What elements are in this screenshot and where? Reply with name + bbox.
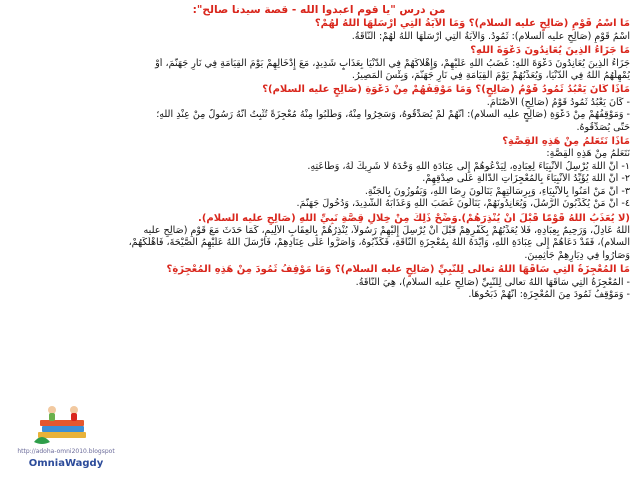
- statement-line-3: وَصَارُوا فِي دِيَارِهِمْ جَاثِمِينَ.: [524, 249, 630, 261]
- page-title: من درس "يا قوم اعبدوا الله - قصة سيدنا صالح":: [192, 4, 446, 16]
- answer-3-line-2: - وَمَوْقِفُهُمْ مِنْ دَعْوَةِ (صَالِحٍ عليه السلام): أَنَّهُمْ لَمْ يُصَدِّقُوهُ، وَسَخِرُوا مِنْهُ، وَطَلَبُوا مِنْهُ مُعْجِزَةً تُثْبِتُ أَنَّهُ رَسُولٌ مِنْ عِنْدِ اللهِ؛: [156, 109, 630, 121]
- question-2: مَا جَزَاءُ الَّذِينَ يُعَانِدُونَ دَعْوَةَ اللهِ؟: [470, 45, 630, 57]
- question-1: مَا اسْمُ قَوْمِ (صَالِحٍ عليه السلام)؟ وَمَا الآيَةُ الَّتِي أَرْسَلَهَا اللهُ لَهُمْ؟: [314, 18, 630, 30]
- answer-4-line-3: ٢- أَنَّ اللهَ يُؤَيِّدُ الأَنْبِيَاءَ بِالْمُعْجِزَاتِ الدَّالَّةِ عَلَى صِدْقِهِمْ.: [422, 173, 630, 185]
- children-books-logo-icon: [28, 402, 98, 448]
- watermark-url: http://adoha-omni2010.blogspot: [17, 448, 115, 455]
- answer-4-line-4: ٣- أَنَّ مَنْ آمَنُوا بِالأَنْبِيَاءِ، وَبِرِسَالَتِهِمْ يَنَالُونَ رِضَا اللهِ، وَيَفُوزُونَ بِالْجَنَّةِ.: [364, 185, 630, 197]
- statement-line-1: اللهُ عَادِلٌ، وَرَحِيمٌ بِعِبَادِهِ، فَلا يُعَذِّبُهُمْ بِكُفْرِهِمْ قَبْلَ أَنْ يُرْسِلَ إِلَيْهِمْ رَسُولاً، يُنْذِرُهُمْ بِالْعِقَابِ الأَلِيمِ، كَمَا حَدَثَ مَعَ قَوْمِ (صَالِحٍ عليه: [143, 224, 630, 236]
- question-5: مَا الْمُعْجِزَةُ الَّتِي سَاقَهَا اللهُ تعالى لِلنَّبِيِّ (صَالِحٍ عليه السلام)؟ وَمَا مَوْقِفُ ثَمُودَ مِنْ هَذِهِ الْمُعْجِزَةِ؟: [166, 264, 630, 276]
- answer-5-line-2: - وَمَوْقِفُ ثَمُودَ مِنَ الْمُعْجِزَةِ: أَنَّهُمْ ذَبَحُوهَا.: [468, 288, 630, 300]
- answer-3-line-1: - كَانَ يَعْبُدُ ثَمُودُ قَوْمُ (صَالِحٍ) الأَصْنَامَ.: [486, 96, 630, 108]
- answer-2-line-1: جَزَاءُ الَّذِينَ يُعَانِدُونَ دَعْوَةَ اللهِ: غَضَبُ اللهِ عَلَيْهِمْ، وَإِهْلاكُهُمْ فِي الدُّنْيَا بِعَذَابٍ شَدِيدٍ، مَعَ إِدْخَالِهِمْ يَوْمَ القِيَامَةِ فِي نَارِ جَهَنَّمَ، أَوْ: [155, 57, 630, 69]
- question-4: مَاذَا نَتَعَلَّمُ مِنْ هَذِهِ القِصَّةِ؟: [502, 136, 630, 148]
- answer-5-line-1: - الْمُعْجِزَةُ الَّتِي سَاقَهَا اللهُ تعالى لِلنَّبِيِّ (صَالِحٍ عليه السلام)، هِيَ النَّاقَةُ.: [355, 276, 630, 288]
- watermark-name: OmniaWagdy: [28, 458, 104, 469]
- statement-line-2: السلام)، فَقَدْ دَعَاهُمْ إِلَى عِبَادَةِ اللهِ، وَأَيَّدَهُ اللهُ بِمُعْجِزَةِ النَّاقَةِ، فَكَذَّبُوهُ، وَأَصَرُّوا عَلَى عِنَادِهِمْ، فَأَرْسَلَ اللهُ عَلَيْهِمُ الصَّيْحَةَ، فَأَهْلَكَهُمْ،: [128, 237, 630, 249]
- statement-heading: (لا يُعَذِّبُ اللهُ قَوْمًا قَبْلَ أَنْ يُنْذِرَهُمْ).وَضِّحْ ذَلِكَ مِنْ خِلالِ قِصَّةِ نَبِيِّ اللهِ (صَالِحٍ عليه السلام).: [198, 212, 630, 224]
- watermark: [6, 402, 126, 476]
- question-3: مَاذَا كَانَ يَعْبُدُ ثَمُودُ قَوْمُ (صَالِحٍ)؟ وَمَا مَوْقِفُهُمْ مِنْ دَعْوَةِ (صَالِحٍ عليه السلام)؟: [262, 84, 630, 96]
- answer-3-line-3: حَتَّى يُصَدِّقُوهُ.: [576, 121, 630, 133]
- answer-2-line-2: يُمْهِلُهُمُ اللهُ فِي الدُّنْيَا، وَيُعَذِّبُهُمْ يَوْمَ القِيَامَةِ فِي نَارِ جَهَنَّمَ، وَبِئْسَ الْمَصِيرُ.: [351, 70, 630, 82]
- answer-4-line-5: ٤- أَنَّ مَنْ يُكَذِّبُونَ الرُّسُلَ، وَيُعَانِدُونَهُمْ، يَنَالُونَ غَضَبَ اللهِ وَعَذَابَهُ الشَّدِيدَ، وَدُخُولَ جَهَنَّمَ.: [296, 198, 630, 210]
- answer-1-line-1: اسْمُ قَوْمِ (صَالِحٍ عليه السلام): ثَمُودُ. وَالآيَةُ الَّتِي أَرْسَلَهَا اللهُ لَهُمْ: النَّاقَةُ.: [351, 30, 630, 42]
- answer-4-line-1: نَتَعَلَّمُ مِنْ هَذِهِ القِصَّةِ:: [546, 148, 630, 160]
- answer-4-line-2: ١- أَنَّ اللهَ يُرْسِلُ الأَنْبِيَاءَ لِعِبَادِهِ، لِيَدْعُوهُمْ إِلَى عِبَادَةِ اللهِ وَحْدَهُ لا شَرِيكَ لَهُ، وَطَاعَتِهِ.: [307, 160, 630, 172]
